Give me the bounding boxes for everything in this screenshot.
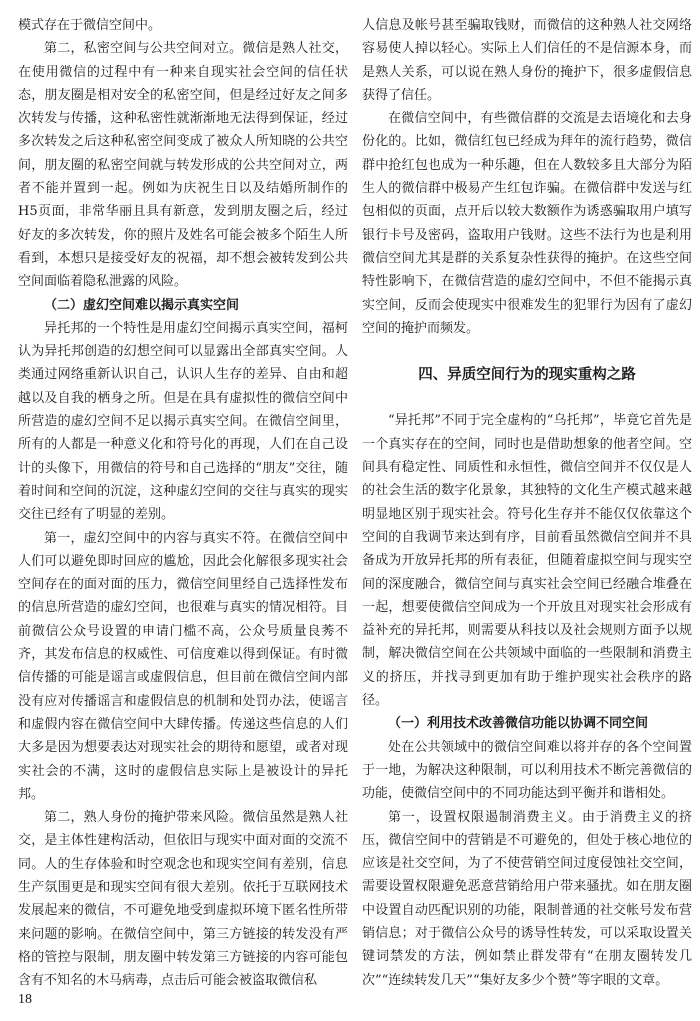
paragraph: 第一，设置权限遏制消费主义。由于消费主义的挤压，微信空间中的营销是不可避免的，但处于核心地位的应该是社交空间，为了不使营销空间过度侵蚀社交空间，需要设置权限避免恶意营销给用户带来骚扰。如在朋友圈中设置自动匹配识别的功能，限制普通的社交帐号发布营销信息；对于微信公众号的诱导性转发，可以采取设置关键词禁发的方法，例如禁止群发带有“在朋友圈转发几次”“连续转发几天”“集好友多少个赞”等字眼的文章。 (362, 809, 692, 988)
chapter-heading: 四、异质空间行为的现实重构之路 (418, 367, 636, 384)
paragraph: “异托邦”不同于完全虚构的“乌托邦”，毕竟它首先是一个真实存在的空间，同时也是借助想象的他者空间。空间具有稳定性、同质性和永恒性，微信空间并不仅仅是人的社会生活的数字化景象，其独特的文化生产模式越来越明显地区别于现实社会。符号化生存并不能仅仅依靠这个空间的自我调节来达到有序，目前看虽然微信空间并不具备成为开放异托邦的所有表征，但随着虚拟空间与现实空间的深度融合，微信空间与真实社会空间已经融合堆叠在一起，想要使微信空间成为一个开放且对现实社会形成有益补充的异托邦，则需要从科技以及社会规则方面予以规制，解决微信空间在公共领域中面临的一些限制和消费主义的挤压，并找寻到更加有助于维护现实社会秩序的路径。 (362, 413, 692, 709)
paragraph: 异托邦的一个特性是用虚幻空间揭示真实空间，福柯认为异托邦创造的幻想空间可以显露出全部真实空间。人类通过网络重新认识自己，认识人生存的差异、自由和超越以及自我的栖身之所。但是在具有虚拟性的微信空间中所营造的虚幻空间不足以揭示真实空间。在微信空间里，所有的人都是一种意义化和符号化的再现，人们在自己设计的头像下，用微信的符号和自己选择的“朋友”交往，随着时间和空间的沉淀，这种虚幻空间的交往与真实的现实交往已经有了明显的差别。 (18, 320, 348, 523)
paragraph: 在微信空间中，有些微信群的交流是去语境化和去身份化的。比如，微信红包已经成为拜年的流行趋势，微信群中抢红包也成为一种乐趣，但在人数较多且大部分为陌生人的微信群中极易产生红包诈骗。在微信群中发送与红包相似的页面，点开后以较大数额作为诱惑骗取用户填写银行卡号及密码，盗取用户钱财。这些不法行为也是利用微信空间尤其是群的关系复杂性获得的掩护。在这些空间特性影响下，在微信营造的虚幻空间中，不但不能揭示真实空间，反而会使现实中很难发生的犯罪行为因有了虚幻空间的掩护而频发。 (362, 111, 692, 336)
left-column (18, 14, 348, 992)
paragraph: 第二，私密空间与公共空间对立。微信是熟人社交，在使用微信的过程中有一种来自现实社会空间的信任状态，朋友圈是相对安全的私密空间，但是经过好友之间多次转发与传播，这种私密性就渐渐地无法得到保证，经过多次转发之后这种私密空间变成了被众人所知晓的公共空间，朋友圈的私密空间就与转发形成的公共空间对立，两者不能并置到一起。例如为庆祝生日以及结婚所制作的H5页面，非常华丽且具有新意，发到朋友圈之后，经过好友的多次转发，你的照片及姓名可能会被多个陌生人所看到，本想只是接受好友的祝福，却不想会被转发到公共空间面临着隐私泄露的风险。 (18, 41, 348, 290)
paragraph: 处在公共领域中的微信空间难以将并存的各个空间置于一地，为解决这种限制，可以利用技术不断完善微信的功能，使微信空间中的不同功能达到平衡并和谐相处。 (362, 739, 692, 802)
paragraph: 模式存在于微信空间中。 (18, 18, 162, 33)
page-number: 18 (18, 992, 32, 1007)
right-column (362, 14, 692, 992)
section-heading: （一）利用技术改善微信功能以协调不同空间 (388, 716, 649, 732)
paragraph: 第一，虚幻空间中的内容与真实不符。在微信空间中人们可以避免即时回应的尴尬，因此会化解很多现实社会空间存在的面对面的压力，微信空间里经自己选择性发布的信息所营造的虚幻空间，也很难与真实的情况相符。目前微信公众号设置的申请门槛不高，公众号质量良莠不齐，其发布信息的权威性、可信度难以得到保证。有时微信传播的可能是谣言或虚假信息，但目前在微信空间内部没有应对传播谣言和虚假信息的机制和处罚办法，使谣言和虚假内容在微信空间中大肆传播。传递这些信息的人们大多是因为想要表达对现实社会的期待和愿望，或者对现实社会的不满，这时的虚假信息实际上是被设计的异托邦。 (18, 530, 348, 802)
section-heading: （二）虚幻空间难以揭示真实空间 (44, 297, 240, 313)
paragraph: 人信息及帐号甚至骗取钱财，而微信的这种熟人社交网络容易使人掉以轻心。实际上人们信任的不是信源本身，而是熟人关系，可以说在熟人身份的掩护下，很多虚假信息获得了信任。 (362, 18, 692, 103)
paragraph: 第二，熟人身份的掩护带来风险。微信虽然是熟人社交，是主体性建构活动，但依旧与现实中面对面的交流不同。人的生存体验和时空观念也和现实空间有差别，信息生产氛围更是和现实空间有很大差别。依托于互联网技术发展起来的微信，不可避免地受到虚拟环境下匿名性所带来问题的影响。在微信空间中，第三方链接的转发没有严格的管控与限制，朋友圈中转发第三方链接的内容可能包含有不知名的木马病毒，点击后可能会被盗取微信私 (18, 810, 348, 989)
